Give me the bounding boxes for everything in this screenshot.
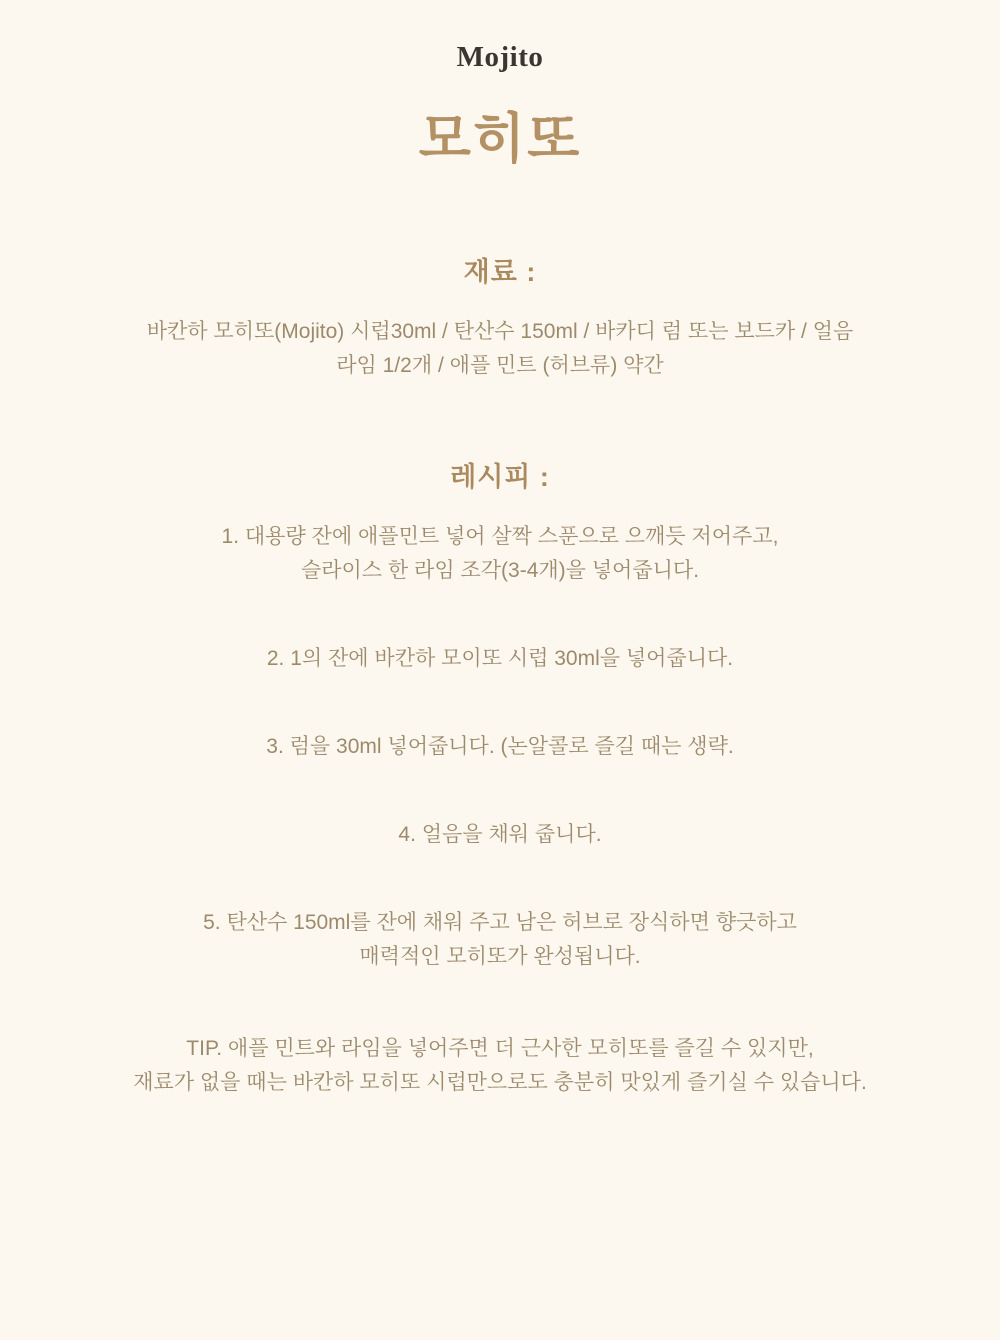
recipe-step-line: 3. 럼을 30ml 넣어줍니다. (논알콜로 즐길 때는 생략. [266,734,734,758]
recipe-section [60,455,940,974]
ingredients-line: 바칸하 모히또(Mojito) 시럽30ml / 탄산수 150ml / 바카디 럼 또는 보드카 / 얼음 [146,319,854,343]
recipe-step-line: 2. 1의 잔에 바칸하 모이또 시럽 30ml을 넣어줍니다. [266,646,734,670]
page-title-en: Mojito [456,41,544,73]
spacer [60,852,940,906]
recipe-step-line: 1. 대용량 잔에 애플민트 넣어 살짝 스푼으로 으깨듯 저어주고, [221,524,779,548]
spacer [60,588,940,642]
ingredients-section [60,250,940,383]
recipe-step [60,642,940,676]
tip-line: 재료가 없을 때는 바칸하 모히또 시럽만으로도 충분히 맛있게 즐기실 수 있습니다. [133,1070,867,1094]
recipe-step [60,818,940,852]
recipe-step [60,730,940,764]
recipe-heading: 레시피 : [450,461,550,492]
spacer [60,974,940,1032]
page-title-ko: 모히또 [418,108,582,169]
spacer [60,289,940,315]
recipe-step [60,906,940,974]
recipe-step-line: 4. 얼음을 채워 줍니다. [398,822,602,846]
ingredients-line: 라임 1/2개 / 애플 민트 (허브류) 약간 [336,353,664,377]
spacer [60,676,940,730]
tip-section [60,1032,940,1100]
ingredients-heading: 재료 : [463,256,537,287]
recipe-step-line: 5. 탄산수 150ml를 잔에 채워 주고 남은 허브로 장식하면 향긋하고 [203,910,797,934]
tip-line: TIP. 애플 민트와 라임을 넣어주면 더 근사한 모히또를 즐길 수 있지만, [186,1036,814,1060]
recipe-step-line: 매력적인 모히또가 완성됩니다. [359,944,641,968]
recipe-step-line: 슬라이스 한 라임 조각(3-4개)을 넣어줍니다. [300,558,700,582]
spacer [60,764,940,818]
recipe-step [60,520,940,588]
spacer [60,383,940,455]
spacer [60,494,940,520]
spacer [60,172,940,250]
